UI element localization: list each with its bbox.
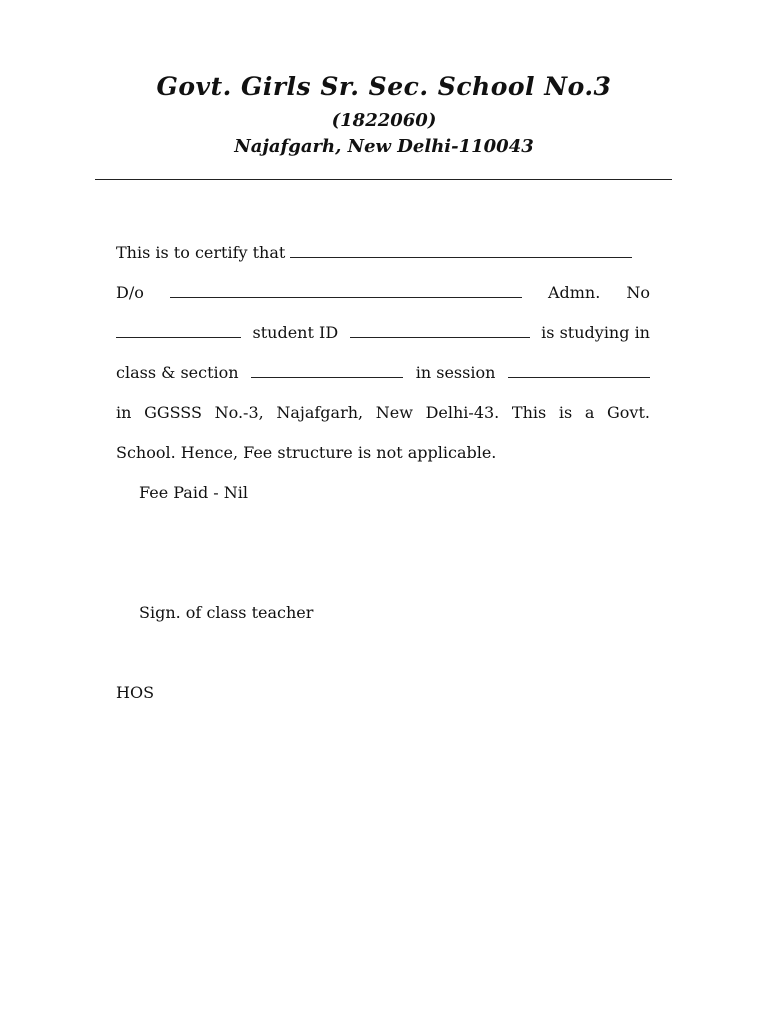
- statement-word: is: [558, 403, 573, 422]
- certify-line: [116, 243, 650, 262]
- school-code: (1822060): [331, 110, 437, 131]
- parent-line: [116, 283, 650, 302]
- statement-word: No.-3,: [214, 403, 264, 422]
- class-teacher-signature-label: Sign. of class teacher: [139, 603, 314, 622]
- admn-label: Admn.: [547, 283, 601, 302]
- statement-word: New: [375, 403, 413, 422]
- statement-word: Govt.: [607, 403, 650, 422]
- fee-structure-note: School. Hence, Fee structure is not applicable.: [116, 443, 497, 462]
- class-section-label: class & section: [116, 363, 239, 382]
- statement-word: Najafgarh,: [276, 403, 364, 422]
- student-id-label: student ID: [252, 323, 339, 342]
- session-blank: [508, 363, 650, 378]
- student-name-blank: [290, 243, 632, 258]
- statement-word: Delhi-43.: [425, 403, 500, 422]
- header-divider: [95, 179, 672, 180]
- no-label: No: [626, 283, 650, 302]
- statement-word: GGSSS: [144, 403, 202, 422]
- do-label: D/o: [116, 283, 144, 302]
- fee-paid-note: Fee Paid - Nil: [139, 483, 249, 502]
- statement-word: a: [584, 403, 595, 422]
- school-name: Govt. Girls Sr. Sec. School No.3: [156, 72, 612, 101]
- parent-name-blank: [170, 283, 522, 298]
- student-id-blank: [350, 323, 530, 338]
- studying-label: is studying in: [541, 323, 650, 342]
- statement-word: This: [511, 403, 547, 422]
- statement-word: in: [116, 403, 132, 422]
- school-statement-line: [116, 403, 650, 422]
- class-session-line: [116, 363, 650, 382]
- certify-label: This is to certify that: [116, 243, 286, 262]
- student-id-line: [116, 323, 650, 342]
- class-section-blank: [251, 363, 403, 378]
- session-label: in session: [415, 363, 496, 382]
- school-address: Najafgarh, New Delhi-110043: [234, 136, 534, 157]
- admission-no-blank: [116, 323, 241, 338]
- hos-signature-label: HOS: [116, 683, 155, 702]
